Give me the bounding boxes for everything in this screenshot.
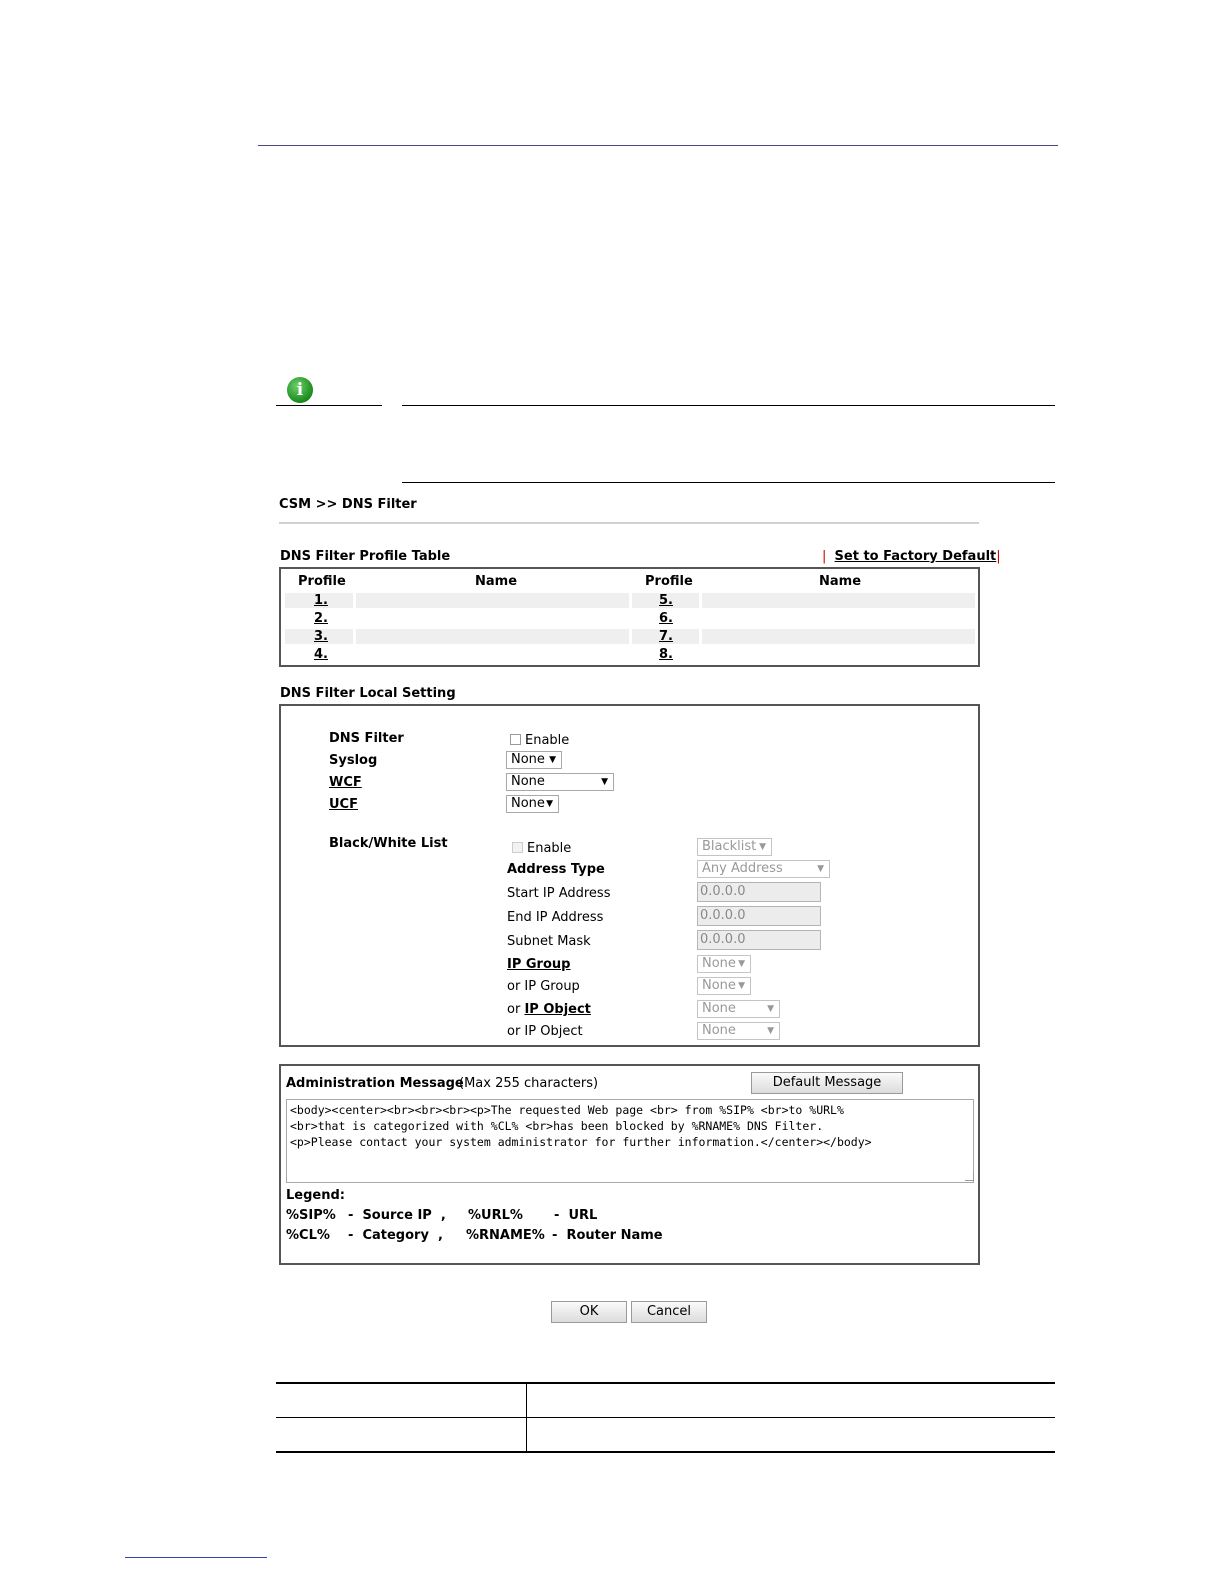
chevron-down-icon: ▼ xyxy=(546,799,553,809)
bwl-mode-select[interactable] xyxy=(697,838,772,856)
info-icon: i xyxy=(287,377,313,403)
bwl-label: Black/White List xyxy=(329,836,448,851)
ip-object-row xyxy=(507,1002,591,1017)
ip-object-select[interactable] xyxy=(697,1000,780,1018)
bwl-mode-value: Blacklist xyxy=(702,839,757,854)
ip-object-value: None xyxy=(702,1001,736,1016)
col-header-name: Name xyxy=(475,574,518,589)
max-chars-note: (Max 255 characters) xyxy=(459,1076,599,1091)
factory-default-link[interactable]: Set to Factory Default xyxy=(834,549,997,564)
chevron-down-icon: ▼ xyxy=(759,842,766,852)
breadcrumb: CSM >> DNS Filter xyxy=(279,497,417,512)
or-ip-group-label: or IP Group xyxy=(507,979,580,994)
chevron-down-icon: ▼ xyxy=(549,755,556,765)
profile-link-1[interactable]: 1. xyxy=(314,593,328,608)
profile-link-2[interactable]: 2. xyxy=(314,611,328,626)
admin-message-title: Administration Message xyxy=(286,1076,464,1091)
profile-link-5[interactable]: 5. xyxy=(659,593,673,608)
ip-object-link[interactable]: IP Object xyxy=(524,1002,591,1017)
bwl-enable-label: Enable xyxy=(527,841,572,856)
note-rule xyxy=(402,482,1055,483)
legend-cl-desc: - Category , xyxy=(348,1228,443,1243)
link-separator: | xyxy=(822,549,827,564)
legend-sip-desc: - Source IP , xyxy=(348,1208,446,1223)
default-message-button[interactable]: Default Message xyxy=(751,1072,903,1094)
syslog-value: None xyxy=(511,752,545,767)
resize-handle-icon[interactable] xyxy=(965,1172,974,1181)
start-ip-input[interactable]: 0.0.0.0 xyxy=(697,882,821,902)
table-row xyxy=(356,593,629,608)
table-rule xyxy=(276,1382,1055,1384)
header-rule xyxy=(258,145,1058,146)
address-type-select[interactable] xyxy=(697,860,830,878)
legend-url-desc: - URL xyxy=(554,1208,598,1223)
legend-url: %URL% xyxy=(468,1208,523,1223)
or-ip-group-value: None xyxy=(702,978,736,993)
ip-group-select[interactable] xyxy=(697,955,751,973)
legend-title: Legend: xyxy=(286,1188,345,1203)
enable-label: Enable xyxy=(525,733,570,748)
link-separator: | xyxy=(996,549,1001,564)
chevron-down-icon: ▼ xyxy=(738,981,745,991)
local-setting-panel xyxy=(279,704,980,1047)
profile-table xyxy=(279,567,980,667)
ip-group-link[interactable]: IP Group xyxy=(507,957,571,972)
col-header-profile: Profile xyxy=(298,574,346,589)
footer-rule xyxy=(125,1557,267,1558)
legend-sip: %SIP% xyxy=(286,1208,336,1223)
syslog-select[interactable] xyxy=(506,751,562,769)
profile-link-3[interactable]: 3. xyxy=(314,629,328,644)
admin-message-textarea[interactable]: <body><center><br><br><br><p>The requested Web page <br> from %SIP% <br>to %URL% <br>that is categorized with %CL% <br>has been blocked by %RNAME% DNS Filter. <p>Please contact your system administrator for further information.</center></body> xyxy=(286,1099,974,1183)
admin-message-panel xyxy=(279,1064,980,1265)
wcf-select[interactable] xyxy=(506,773,614,791)
or-ip-object-select[interactable] xyxy=(697,1022,780,1040)
table-row xyxy=(702,629,975,644)
table-rule xyxy=(276,1417,1055,1418)
chevron-down-icon: ▼ xyxy=(817,864,824,874)
legend-rname: %RNAME% xyxy=(466,1228,545,1243)
or-ip-object-label: or IP Object xyxy=(507,1024,583,1039)
address-type-label: Address Type xyxy=(507,862,605,877)
legend-cl: %CL% xyxy=(286,1228,330,1243)
or-ip-group-select[interactable] xyxy=(697,977,751,995)
bwl-enable-checkbox[interactable] xyxy=(512,842,523,853)
address-type-value: Any Address xyxy=(702,861,783,876)
cancel-button[interactable]: Cancel xyxy=(631,1301,707,1323)
subnet-mask-label: Subnet Mask xyxy=(507,934,591,949)
profile-table-title: DNS Filter Profile Table xyxy=(280,549,451,564)
note-rule xyxy=(402,405,1055,406)
chevron-down-icon: ▼ xyxy=(767,1004,774,1014)
syslog-label: Syslog xyxy=(329,753,378,768)
chevron-down-icon: ▼ xyxy=(738,959,745,969)
table-rule xyxy=(276,1451,1055,1453)
ucf-select[interactable] xyxy=(506,795,559,813)
ucf-value: None xyxy=(511,796,545,811)
wcf-value: None xyxy=(511,774,545,789)
profile-link-8[interactable]: 8. xyxy=(659,647,673,662)
legend-rname-desc: - Router Name xyxy=(552,1228,663,1243)
ok-button[interactable]: OK xyxy=(551,1301,627,1323)
start-ip-label: Start IP Address xyxy=(507,886,611,901)
end-ip-input[interactable]: 0.0.0.0 xyxy=(697,906,821,926)
chevron-down-icon: ▼ xyxy=(767,1026,774,1036)
table-row xyxy=(356,629,629,644)
dns-filter-label: DNS Filter xyxy=(329,731,404,746)
profile-link-4[interactable]: 4. xyxy=(314,647,328,662)
end-ip-label: End IP Address xyxy=(507,910,604,925)
local-setting-title: DNS Filter Local Setting xyxy=(280,686,456,701)
table-row xyxy=(702,593,975,608)
col-header-profile: Profile xyxy=(645,574,693,589)
ip-group-value: None xyxy=(702,956,736,971)
or-label: or xyxy=(507,1002,521,1017)
profile-link-6[interactable]: 6. xyxy=(659,611,673,626)
table-divider xyxy=(526,1384,527,1451)
factory-default-area xyxy=(822,549,1001,564)
divider xyxy=(279,522,979,524)
ucf-link[interactable]: UCF xyxy=(329,797,358,812)
note-rule xyxy=(276,405,382,406)
subnet-mask-input[interactable]: 0.0.0.0 xyxy=(697,930,821,950)
profile-link-7[interactable]: 7. xyxy=(659,629,673,644)
chevron-down-icon: ▼ xyxy=(601,777,608,787)
or-ip-object-value: None xyxy=(702,1023,736,1038)
col-header-name: Name xyxy=(819,574,862,589)
dns-filter-enable-checkbox[interactable] xyxy=(510,734,521,745)
wcf-link[interactable]: WCF xyxy=(329,775,362,790)
